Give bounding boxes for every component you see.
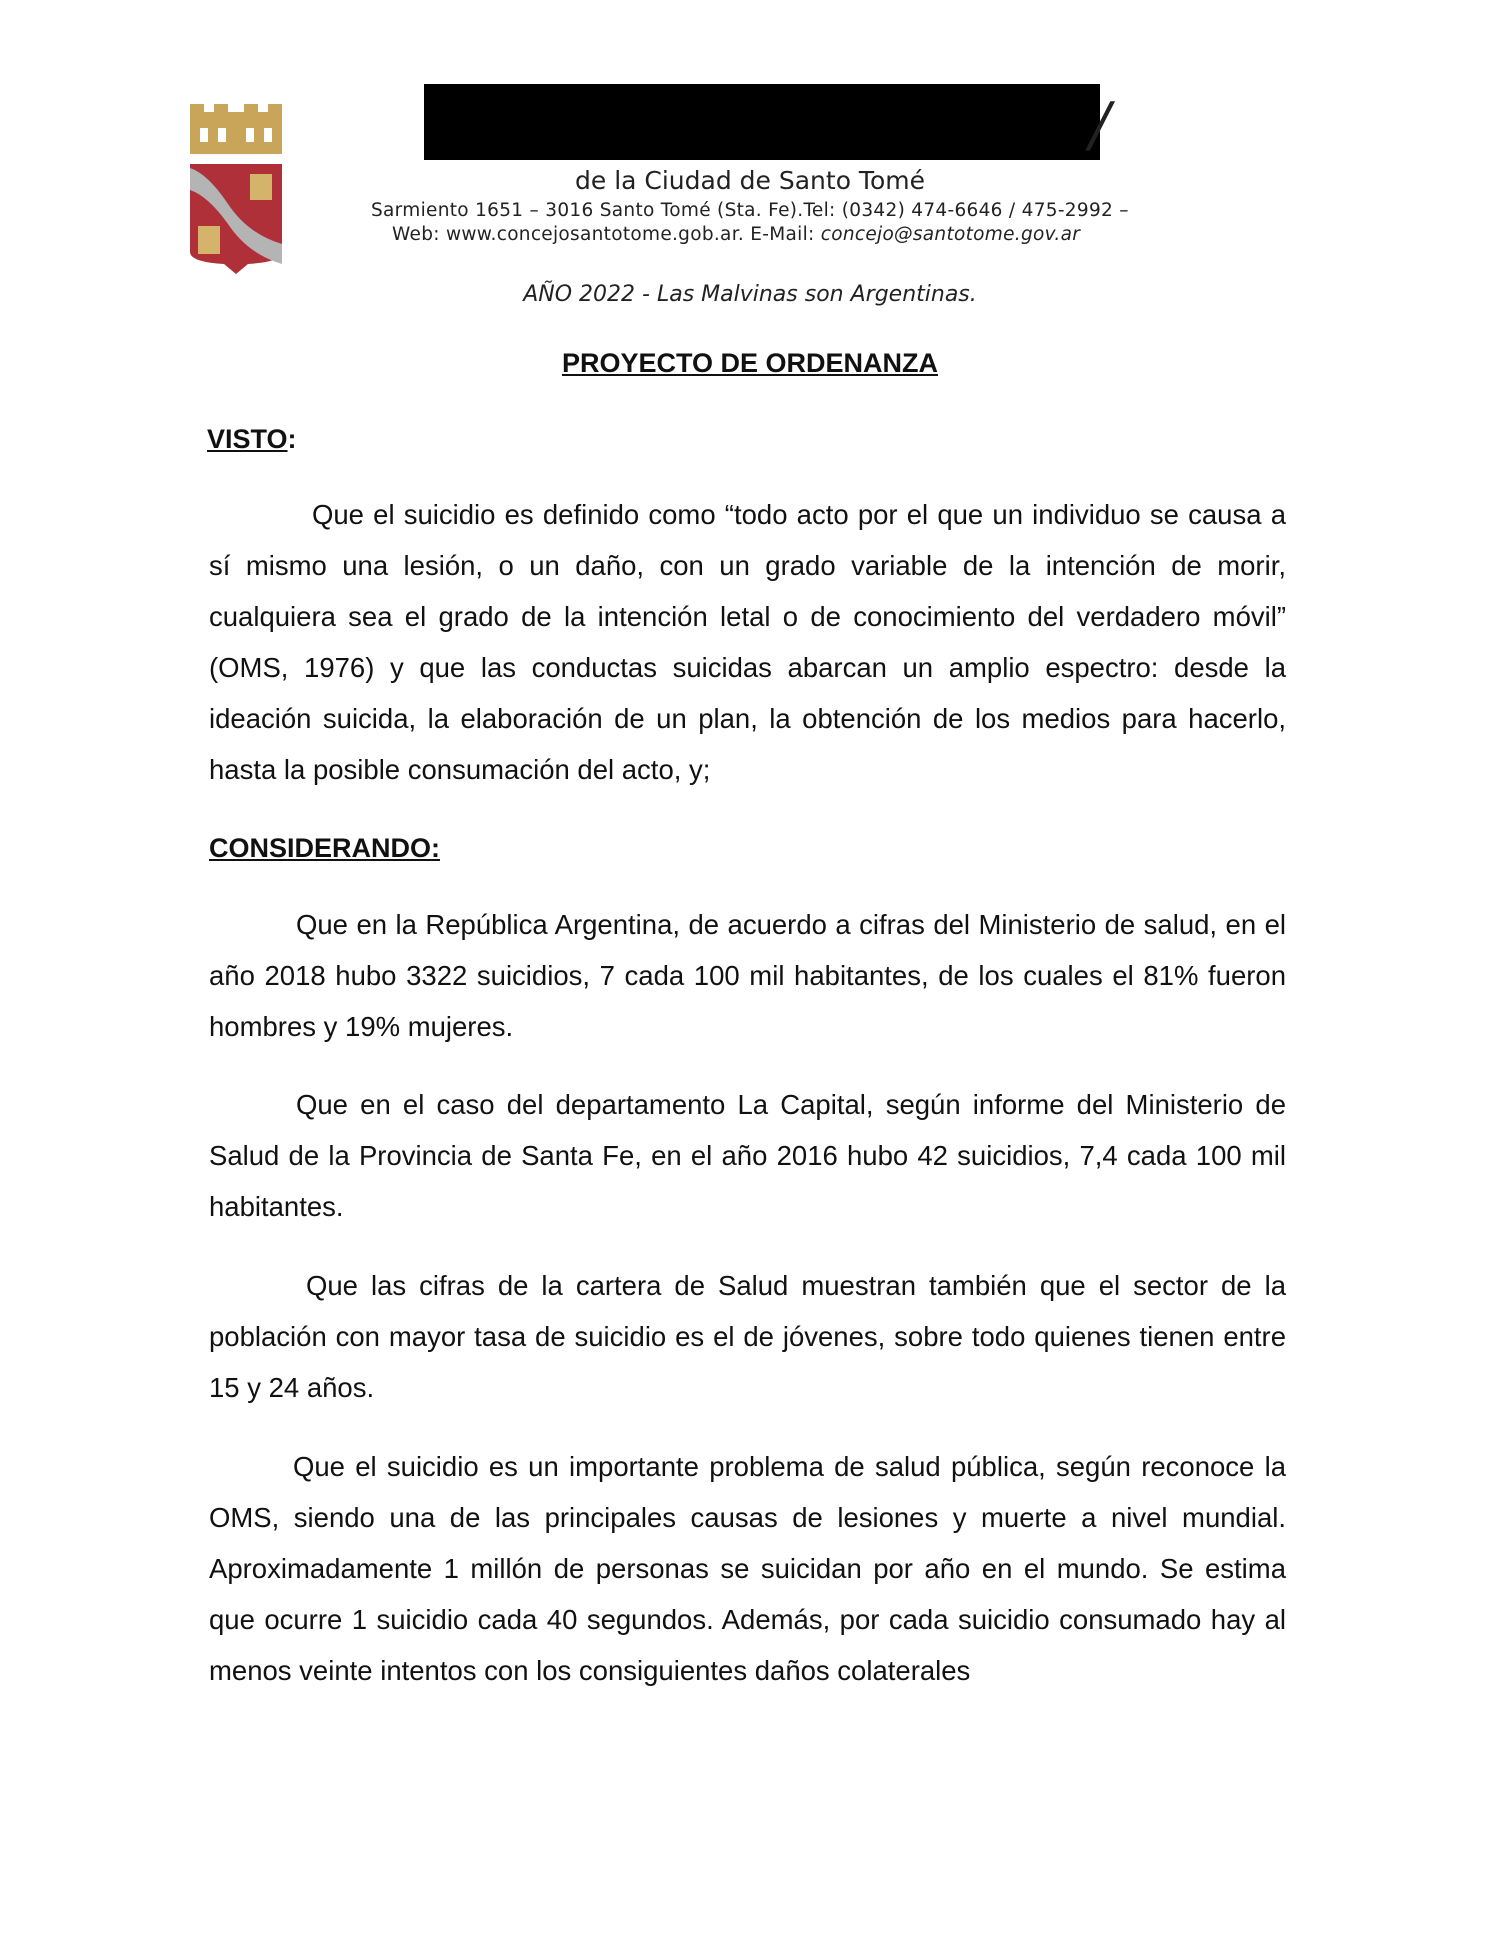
considerando-paragraph-2: Que en el caso del departamento La Capital, según informe del Ministerio de Salud de la Provincia de Santa Fe, en el año 2016 hubo 42 suicidios, 7,4 cada 100 mil habitantes. <box>209 1089 1286 1222</box>
considerando-paragraph-3: Que las cifras de la cartera de Salud muestran también que el sector de la población con mayor tasa de suicidio es el de jóvenes, sobre todo quienes tienen entre 15 y 24 años. <box>209 1270 1286 1403</box>
year-motto: AÑO 2022 - Las Malvinas son Argentinas. <box>523 282 977 307</box>
header-contact <box>392 224 1080 245</box>
email-link[interactable]: concejo@santotome.gov.ar <box>820 224 1081 245</box>
visto-paragraph: Que el suicidio es definido como “todo acto por el que un individuo se causa a sí mismo una lesión, o un daño, con un grado variable de la intención de morir, cualquiera sea el grado de la intención letal o de conocimiento del verdadero móvil” (OMS, 1976) y que las conductas suicidas abarcan un amplio espectro: desde la ideación suicida, la elaboración de un plan, la obtención de los medios para hacerlo, hasta la posible consumación del acto, y; <box>209 499 1286 785</box>
considerando-paragraph-4: Que el suicidio es un importante problema de salud pública, según reconoce la OMS, siendo una de las principales causas de lesiones y muerte a nivel mundial. Aproximadamente 1 millón de personas se suicidan por año en el mundo. Se estima que ocurre 1 suicidio cada 40 segundos. Además, por cada suicidio consumado hay al menos veinte intentos con los consiguientes daños colaterales <box>209 1451 1286 1686</box>
header-subtitle: de la Ciudad de Santo Tomé <box>575 166 925 195</box>
redacted-council-name <box>424 84 1100 160</box>
visto-heading: VISTO: <box>207 424 297 454</box>
header-address: Sarmiento 1651 – 3016 Santo Tomé (Sta. Fe).Tel: (0342) 474-6646 / 475-2992 – <box>371 200 1129 221</box>
document-title: PROYECTO DE ORDENANZA <box>561 348 939 378</box>
considerando-paragraph-1: Que en la República Argentina, de acuerdo a cifras del Ministerio de salud, en el año 2018 hubo 3322 suicidios, 7 cada 100 mil habitantes, de los cuales el 81% fueron hombres y 19% mujeres. <box>209 909 1286 1042</box>
web-label: Web: www.concejosantotome.gob.ar. E-Mail: <box>392 224 821 245</box>
script-title-fragment: / <box>1090 90 1111 160</box>
considerando-heading: CONSIDERANDO: <box>209 833 441 863</box>
